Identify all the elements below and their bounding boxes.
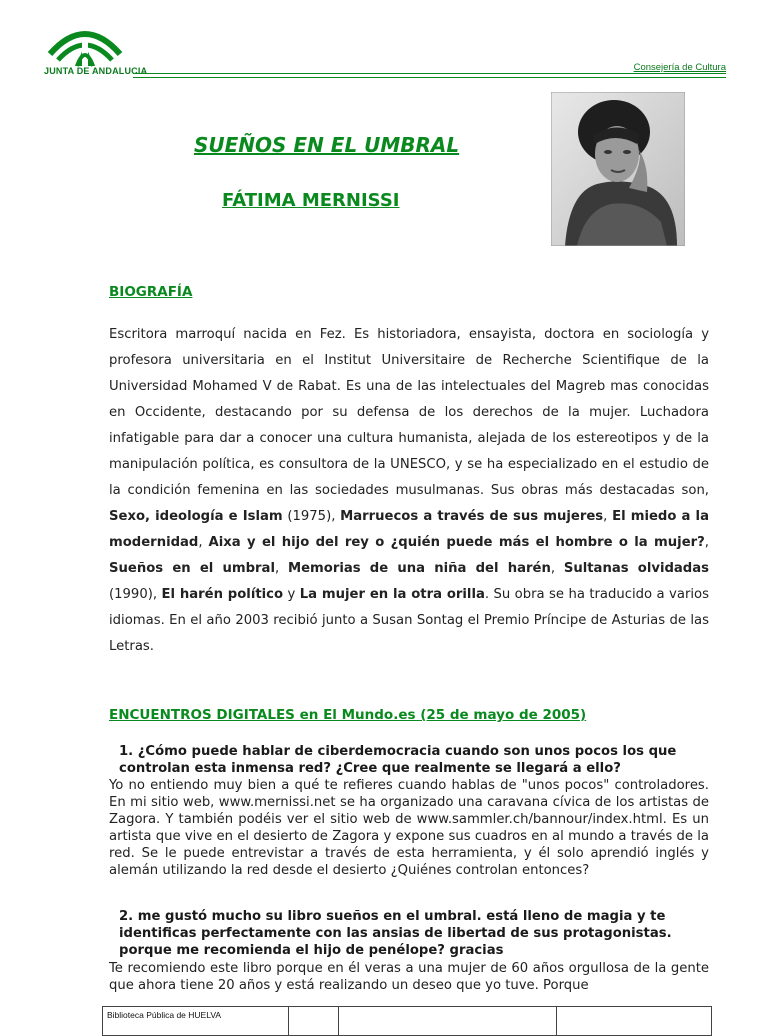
author-photo xyxy=(551,92,685,246)
department-label: Consejería de Cultura xyxy=(633,62,726,73)
interview-answer: Yo no entiendo muy bien a qué te refieres cuando hablas de "unos pocos" controladores. En mi sitio web, www.mernissi.net se ha organizado una caravana cívica de los artistas de Zagora. Y también podéis ver el sitio web de www.sammler.ch/bannour/index.html. Es un artista que vive en el desierto de Zagora y expone sus cuadros en al mundo a través de la red. Se le puede entrevistar a través de esta herramienta, y él solo aprendió inglés y alemán utilizando la red desde el desierto ¿Quiénes controlan entonces? xyxy=(109,778,709,878)
work-title: Sexo, ideología e Islam xyxy=(109,509,283,524)
page-title: SUEÑOS EN EL UMBRAL xyxy=(194,133,460,157)
separator: , xyxy=(198,535,203,550)
work-title: Aixa y el hijo del rey o ¿quién puede más el hombre o la mujer? xyxy=(208,535,705,550)
separator: , xyxy=(274,561,280,576)
bio-text-2: (1975), xyxy=(287,509,336,524)
logo-text: JUNTA DE ANDALUCIA xyxy=(44,66,148,76)
biography-text xyxy=(109,322,709,660)
footer-cell xyxy=(557,1007,711,1035)
encuentros-heading: ENCUENTROS DIGITALES en El Mundo.es (25 de mayo de 2005) xyxy=(109,707,587,723)
biography-heading: BIOGRAFÍA xyxy=(109,284,193,300)
work-title: Memorias de una niña del harén xyxy=(287,561,551,576)
interview-question: 1. ¿Cómo puede hablar de ciberdemocracia cuando son unos pocos los que controlan esta inmensa red? ¿Cree que realmente se llegará a ello? xyxy=(119,744,677,776)
interview-answer: Te recomiendo este libro porque en él veras a una mujer de 60 años orgullosa de la gente que ahora tiene 20 años y está realizando un deseo que yo tuve. Porque xyxy=(109,961,709,993)
page-footer xyxy=(102,1006,712,1036)
separator: , xyxy=(603,509,608,524)
work-title: Sueños en el umbral xyxy=(109,561,275,576)
bio-text-1: Escritora marroquí nacida en Fez. Es historiadora, ensayista, doctora en sociología y profesora universitaria en el Institut Universitaire de Recherche Scientifique de la Universidad Mohamed V de Rabat. Es una de las intelectuales del Magreb mas conocidas en Occidente, destacando por su defensa de los derechos de la mujer. Luchadora infatigable para dar a conocer una cultura humanista, alejada de los estereotipos y de la manipulación política, es consultora de la UNESCO, y se ha especializado en el estudio de la condición femenina en las sociedades musulmanas. Sus obras más destacadas son, xyxy=(109,327,709,498)
footer-library-label: Biblioteca Pública de HUELVA xyxy=(107,1010,222,1020)
work-title: Sultanas olvidadas xyxy=(563,561,709,576)
header-divider xyxy=(133,73,726,78)
work-title: Marruecos a través de sus mujeres xyxy=(340,509,604,524)
footer-cell-library xyxy=(103,1007,289,1035)
separator: , xyxy=(704,535,709,550)
separator: y xyxy=(287,587,296,602)
bio-text-4: . Su obra se ha traducido a varios idiomas. En el año 2003 recibió junto a Susan Sontag el Premio Príncipe de Asturias de las Letras. xyxy=(109,587,709,654)
footer-cell xyxy=(289,1007,339,1035)
interview-question: 2. me gustó mucho su libro sueños en el umbral. está lleno de magia y te identificas perfectamente con las ansias de libertad de sus protagonistas. porque me recomienda el hijo de penélope? gracias xyxy=(119,909,672,958)
work-title: El harén político xyxy=(161,587,284,602)
author-name: FÁTIMA MERNISSI xyxy=(222,190,400,211)
footer-cell xyxy=(339,1007,557,1035)
work-title: La mujer en la otra orilla xyxy=(299,587,485,602)
work-title: El miedo a la modernidad xyxy=(109,509,709,550)
separator: , xyxy=(550,561,556,576)
bio-text-3: (1990), xyxy=(109,587,158,602)
